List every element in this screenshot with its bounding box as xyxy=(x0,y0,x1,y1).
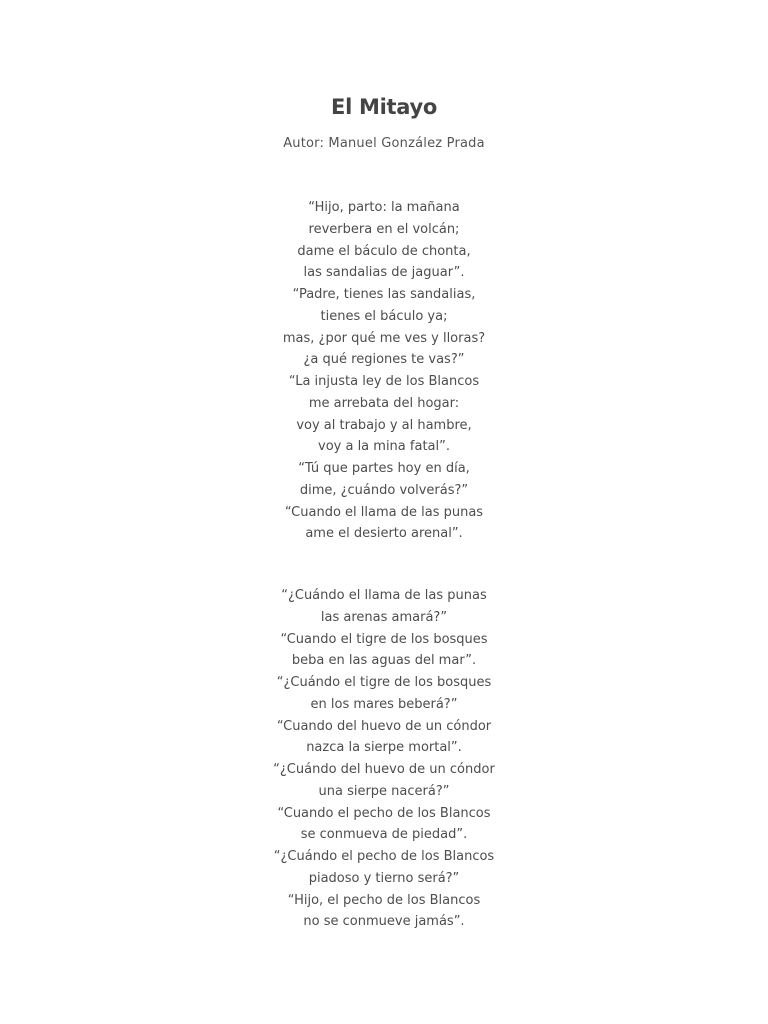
stanza-2 xyxy=(0,585,768,933)
verse-line: voy a la mina fatal”. xyxy=(318,439,450,455)
verse-line: “Cuando el pecho de los Blancos xyxy=(277,805,491,821)
verse-line: en los mares beberá?” xyxy=(310,696,458,712)
poem-title: El Mitayo xyxy=(331,95,437,119)
poem-author: Autor: Manuel González Prada xyxy=(283,136,485,151)
verse-line: “¿Cuándo el tigre de los bosques xyxy=(276,675,492,690)
verse-line: no se conmueve jamás”. xyxy=(303,914,465,930)
verse-line: “Cuando del huevo de un cóndor xyxy=(276,718,492,734)
verse-line: tienes el báculo ya; xyxy=(320,308,448,324)
verse-line: reverbera en el volcán; xyxy=(308,221,460,237)
verse-line: beba en las aguas del mar”. xyxy=(291,653,477,669)
verse-line: “Tú que partes hoy en día, xyxy=(298,461,470,476)
verse-line: ¿a qué regiones te vas?” xyxy=(303,352,465,368)
verse-line: nazca la sierpe mortal”. xyxy=(306,740,462,756)
verse-line: “Cuando el llama de las punas xyxy=(284,504,484,520)
verse-line: voy al trabajo y al hambre, xyxy=(296,417,472,433)
verse-line: “Cuando el tigre de los bosques xyxy=(280,631,488,647)
verse-line: las sandalias de jaguar”. xyxy=(303,265,465,281)
verse-line: las arenas amará?” xyxy=(320,609,448,625)
verse-line: dame el báculo de chonta, xyxy=(297,243,471,259)
verse-line: me arrebata del hogar: xyxy=(308,395,460,411)
verse-line: piadoso y tierno será?” xyxy=(308,870,460,886)
verse-line: “Hijo, el pecho de los Blancos xyxy=(287,892,481,908)
verse-line: mas, ¿por qué me ves y lloras? xyxy=(282,330,486,346)
verse-line: “¿Cuándo el pecho de los Blancos xyxy=(273,849,495,864)
verse-line: ame el desierto arenal”. xyxy=(305,526,463,542)
verse-line: “¿Cuándo del huevo de un cóndor xyxy=(273,762,495,777)
verse-line: se conmueva de piedad”. xyxy=(300,827,468,843)
stanza-1 xyxy=(0,197,768,545)
verse-line: “Padre, tienes las sandalias, xyxy=(292,287,476,302)
verse-line: dime, ¿cuándo volverás?” xyxy=(299,482,469,498)
verse-line: “La injusta ley de los Blancos xyxy=(288,374,480,389)
verse-line: “¿Cuándo el llama de las punas xyxy=(281,588,487,603)
verse-line: una sierpe nacerá?” xyxy=(318,783,450,799)
verse-line: “Hijo, parto: la mañana xyxy=(308,200,460,215)
